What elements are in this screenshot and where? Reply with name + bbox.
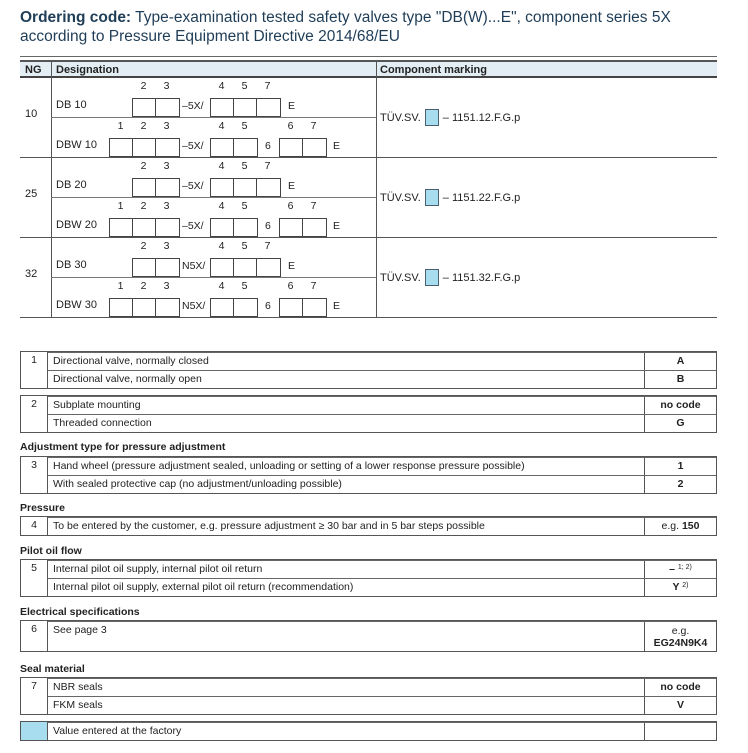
title-text: Type-examination tested safety valves type "DB(W)...E", component series 5X according to Pressure Equipment Directive 2014/68/EU xyxy=(20,9,671,45)
page-title xyxy=(20,8,720,46)
position-numbers: 2 3 xyxy=(140,80,170,92)
footnote: 2) xyxy=(682,582,689,589)
designation-label: DB 20 xyxy=(56,179,87,191)
designation-label: DBW 30 xyxy=(56,299,97,311)
option-row: Subplate mounting no code xyxy=(48,396,716,414)
option-row: Directional valve, normally closed A xyxy=(48,352,716,370)
series-text: –5X/ xyxy=(182,140,204,152)
db-row xyxy=(51,238,376,278)
ng-group-25 xyxy=(20,158,717,238)
option-table-5 xyxy=(20,559,717,597)
mid-text: 6 xyxy=(265,140,271,152)
series-text: N5X/ xyxy=(182,260,206,272)
suffix-text: E xyxy=(288,260,296,272)
column-divider xyxy=(376,238,377,317)
suffix-text: E xyxy=(288,180,296,192)
component-marking: TÜV.SV. – 1151.12.F.G.p xyxy=(380,109,520,126)
position-numbers: 4 5 xyxy=(218,200,248,212)
ng-size: 10 xyxy=(25,108,38,120)
dbw-row xyxy=(51,278,376,318)
option-number: 7 xyxy=(21,678,48,714)
title-divider xyxy=(20,56,717,57)
position-numbers: 2 3 xyxy=(140,240,170,252)
option-number: 3 xyxy=(21,457,48,493)
section-heading: Seal material xyxy=(20,663,85,675)
ng-group-32 xyxy=(20,238,717,318)
option-code: – $^{1; 2)}$ xyxy=(644,561,716,578)
option-number: 6 xyxy=(21,621,48,651)
ng-group-10 xyxy=(20,78,717,158)
code-input-boxes xyxy=(210,258,281,277)
code-input-boxes xyxy=(210,218,258,237)
factory-value-swatch xyxy=(425,269,439,286)
option-row: Internal pilot oil supply, external pilot oil return (recommendation) Y $^{2)}$ xyxy=(48,578,716,596)
series-text: –5X/ xyxy=(182,100,204,112)
series-text: –5X/ xyxy=(182,180,204,192)
code-input-boxes xyxy=(210,178,281,197)
code-input-boxes xyxy=(109,218,180,237)
position-numbers: 1 2 3 xyxy=(117,120,170,132)
suffix-text: E xyxy=(333,300,341,312)
table-header xyxy=(20,60,717,78)
option-row: See page 3 e.g. EG24N9K4 xyxy=(48,621,716,651)
column-divider xyxy=(376,158,377,237)
option-row: FKM seals V xyxy=(48,696,716,714)
option-code: B xyxy=(644,371,716,388)
footnote: 1; 2) xyxy=(677,564,692,571)
designation-label: DB 10 xyxy=(56,99,87,111)
component-marking: TÜV.SV. – 1151.22.F.G.p xyxy=(380,189,520,206)
position-numbers: 6 7 xyxy=(287,280,317,292)
title-bold: Ordering code: xyxy=(20,9,132,26)
designation-table xyxy=(20,60,717,318)
column-divider xyxy=(376,78,377,157)
ng-size: 32 xyxy=(25,268,38,280)
header-ng: NG xyxy=(25,64,42,76)
factory-value-swatch xyxy=(425,109,439,126)
option-code: no code xyxy=(644,397,716,414)
option-table-1 xyxy=(20,351,717,389)
option-number: 4 xyxy=(21,517,48,535)
section-heading: Pressure xyxy=(20,502,65,514)
option-table-4 xyxy=(20,516,717,536)
option-table-3 xyxy=(20,456,717,494)
legend-row: Value entered at the factory xyxy=(48,722,716,740)
code-input-boxes xyxy=(210,298,258,317)
position-numbers: 1 2 3 xyxy=(117,200,170,212)
suffix-text: E xyxy=(333,220,341,232)
component-marking: TÜV.SV. – 1151.32.F.G.p xyxy=(380,269,520,286)
option-row: NBR seals no code xyxy=(48,678,716,696)
mid-text: 6 xyxy=(265,300,271,312)
position-numbers: 1 2 3 xyxy=(117,280,170,292)
ng-size: 25 xyxy=(25,188,38,200)
position-numbers: 4 5 xyxy=(218,280,248,292)
option-row: Threaded connection G xyxy=(48,414,716,432)
code-input-boxes xyxy=(109,298,180,317)
option-code: V xyxy=(644,697,716,714)
option-code: no code xyxy=(644,679,716,696)
option-row: Directional valve, normally open B xyxy=(48,370,716,388)
option-code: e.g. 150 xyxy=(644,518,716,535)
position-numbers: 4 5 7 xyxy=(218,240,271,252)
option-table-2 xyxy=(20,395,717,433)
legend-table xyxy=(20,721,717,741)
option-row: With sealed protective cap (no adjustment/unloading possible) 2 xyxy=(48,475,716,493)
code-input-boxes xyxy=(132,98,180,117)
code-input-boxes xyxy=(279,298,327,317)
position-numbers: 6 7 xyxy=(287,200,317,212)
option-code: e.g. EG24N9K4 xyxy=(644,622,716,651)
option-number: 2 xyxy=(21,396,48,432)
position-numbers: 4 5 xyxy=(218,120,248,132)
option-code: 2 xyxy=(644,476,716,493)
option-number: 5 xyxy=(21,560,48,596)
db-row xyxy=(51,158,376,198)
position-numbers: 2 3 xyxy=(140,160,170,172)
legend-code-cell xyxy=(644,723,716,740)
code-input-boxes xyxy=(210,138,258,157)
designation-label: DBW 10 xyxy=(56,139,97,151)
option-code: G xyxy=(644,415,716,432)
option-code: 1 xyxy=(644,458,716,475)
factory-value-swatch xyxy=(425,189,439,206)
code-input-boxes xyxy=(132,258,180,277)
option-row: Internal pilot oil supply, internal pilot oil return – $^{1; 2)}$ xyxy=(48,560,716,578)
option-table-7 xyxy=(20,677,717,715)
code-input-boxes xyxy=(132,178,180,197)
code-input-boxes xyxy=(109,138,180,157)
header-divider xyxy=(376,60,377,78)
option-row: To be entered by the customer, e.g. pressure adjustment ≥ 30 bar and in 5 bar steps possible e.g. 150 xyxy=(48,517,716,535)
code-input-boxes xyxy=(210,98,281,117)
section-heading: Adjustment type for pressure adjustment xyxy=(20,441,226,453)
option-row: Hand wheel (pressure adjustment sealed, unloading or setting of a lower response pressure possible) 1 xyxy=(48,457,716,475)
header-designation: Designation xyxy=(56,64,119,76)
dbw-row xyxy=(51,198,376,238)
option-table-6 xyxy=(20,620,717,652)
mid-text: 6 xyxy=(265,220,271,232)
code-input-boxes xyxy=(279,138,327,157)
position-numbers: 6 7 xyxy=(287,120,317,132)
code-input-boxes xyxy=(279,218,327,237)
series-text: N5X/ xyxy=(182,300,206,312)
suffix-text: E xyxy=(288,100,296,112)
designation-label: DBW 20 xyxy=(56,219,97,231)
factory-value-swatch xyxy=(21,722,48,740)
position-numbers: 4 5 7 xyxy=(218,80,271,92)
suffix-text: E xyxy=(333,140,341,152)
option-number: 1 xyxy=(21,352,48,388)
db-row xyxy=(51,78,376,118)
option-code: A xyxy=(644,353,716,370)
designation-label: DB 30 xyxy=(56,259,87,271)
section-heading: Electrical specifications xyxy=(20,606,140,618)
header-divider xyxy=(51,60,52,78)
section-heading: Pilot oil flow xyxy=(20,545,82,557)
series-text: –5X/ xyxy=(182,220,204,232)
header-marking: Component marking xyxy=(380,64,487,76)
option-code: Y $^{2)}$ xyxy=(644,579,716,596)
position-numbers: 4 5 7 xyxy=(218,160,271,172)
dbw-row xyxy=(51,118,376,158)
